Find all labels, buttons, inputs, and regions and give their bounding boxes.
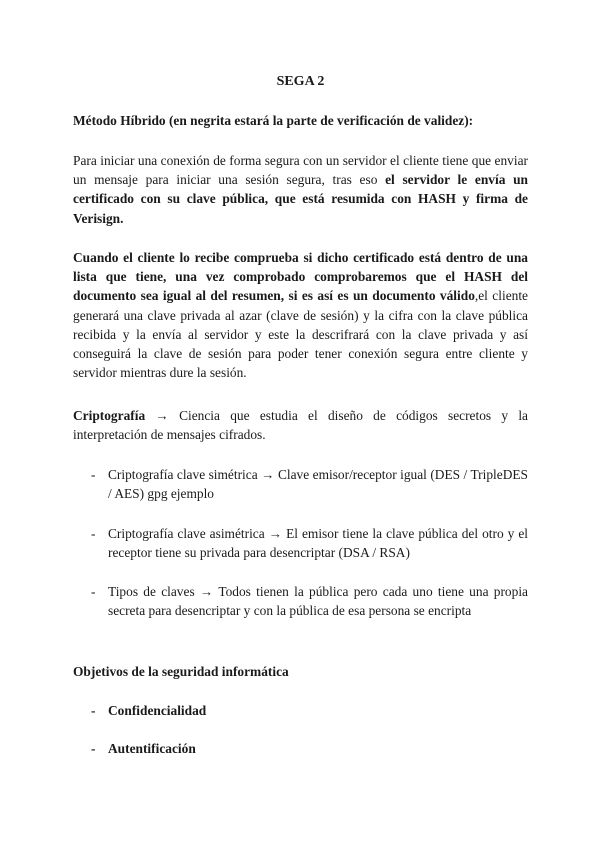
list-item-dash: - [91, 584, 96, 599]
document-page [73, 0, 528, 848]
list-item-text: Criptografía clave simétrica → Clave emisor/receptor igual (DES / TripleDES / AES) gpg ejemplo [108, 467, 528, 502]
objective-item-confidentiality [91, 701, 206, 720]
cryptography-term: Criptografía → [73, 408, 169, 423]
paragraph-verification-bold: Cuando el cliente lo recibe comprueba si dicho certificado está dentro de una lista que tiene, una vez comprobado comprobaremos que el HASH del documento sea igual al del resumen, si es así es un documento válido [73, 250, 528, 304]
list-item-dash: - [91, 467, 96, 482]
objective-dash: - [91, 703, 96, 718]
objective-text: Confidencialidad [108, 703, 207, 718]
objectives-heading: Objetivos de la seguridad informática [73, 664, 289, 679]
list-item [91, 465, 528, 503]
list-item-dash: - [91, 526, 96, 541]
list-item [91, 582, 528, 620]
paragraph-verification [73, 248, 528, 382]
list-item [91, 524, 528, 562]
paragraph-cryptography [73, 406, 528, 444]
objective-text: Autentificación [108, 741, 196, 756]
method-heading: Método Híbrido (en negrita estará la parte de verificación de validez): [73, 113, 474, 128]
paragraph-connection-bold: el servidor le envía un certificado con su clave pública, que está resumida con HASH y firma de Verisign. [73, 172, 528, 226]
paragraph-connection [73, 151, 528, 228]
document-title: SEGA 2 [276, 74, 325, 89]
paragraph-verification-text: ,el cliente generará una clave privada al azar (clave de sesión) y la cifra con la clave pública recibida y la envía al servidor y este la descrifrará con la clave privada y así conseguirá la clave de sesión para poder tener conexión segura entre cliente y servidor mientras dure la sesión. [73, 288, 528, 381]
cryptography-definition: Ciencia que estudia el diseño de códigos secretos y la interpretación de mensajes cifrados. [73, 408, 529, 443]
list-item-text: Tipos de claves → Todos tienen la pública pero cada uno tiene una propia secreta para desencriptar y con la pública de esa persona se encripta [108, 584, 528, 619]
objective-dash: - [91, 741, 96, 756]
objective-item-authentication [91, 739, 196, 758]
list-item-text: Criptografía clave asimétrica → El emisor tiene la clave pública del otro y el receptor tiene su privada para desencriptar (DSA / RSA) [108, 526, 528, 561]
paragraph-connection-text: Para iniciar una conexión de forma segura con un servidor el cliente tiene que enviar un mensaje para iniciar una sesión segura, tras eso [73, 153, 528, 188]
